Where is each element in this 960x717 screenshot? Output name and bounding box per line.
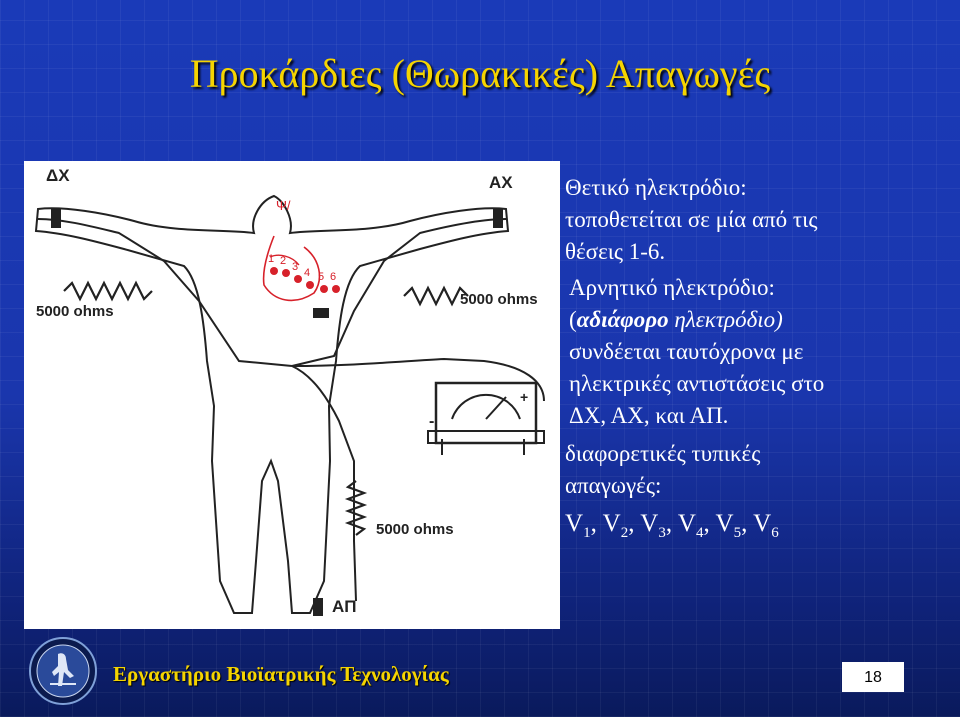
page-number: 18 — [842, 662, 904, 692]
meter-minus-label: - — [429, 413, 435, 430]
lead-number-3: 3 — [292, 261, 299, 273]
text-line-8: ΔΧ, ΑΧ, και ΑΠ. — [569, 403, 729, 428]
lead-v4: $V_4$ — [677, 510, 704, 541]
text-line-5-bold: αδιάφορο — [576, 307, 669, 332]
university-seal-logo — [28, 636, 98, 706]
text-line-5-italic: ηλεκτρόδιο) — [668, 307, 783, 332]
lead-v6: $V_6$ — [753, 510, 779, 541]
lead-number-6: 6 — [330, 271, 337, 283]
text-line-5 — [565, 304, 945, 336]
label-resistor-leg: 5000 ohms — [376, 521, 454, 538]
label-left-leg: ΑΠ — [332, 597, 357, 616]
text-line-3: θέσεις 1-6. — [565, 239, 666, 264]
lead-number-1: 1 — [268, 253, 275, 265]
resistor-left — [64, 283, 152, 299]
text-line-7: ηλεκτρικές αντιστάσεις στο — [569, 371, 825, 396]
body-diagram — [24, 161, 560, 629]
lead-v2: $V_2$ — [602, 510, 629, 541]
label-right-arm: ΔΧ — [46, 166, 70, 185]
slide-body-text — [565, 172, 945, 549]
lead-v3: $V_3$ — [640, 510, 666, 541]
lead-v1: $V_1$ — [565, 510, 591, 541]
leads-list: $V_1$, $V_2$, $V_3$, $V_4$, $V_5$, $V_6$ — [565, 510, 779, 541]
label-resistor-left: 5000 ohms — [36, 303, 114, 320]
text-line-9: διαφορετικές τυπικές — [565, 441, 761, 466]
text-line-2: τοποθετείται σε μία από τις — [565, 207, 818, 232]
resistor-right — [404, 288, 468, 304]
text-line-10: απαγωγές: — [565, 473, 662, 498]
lead-number-4: 4 — [304, 267, 311, 279]
label-left-arm: ΑΧ — [489, 173, 513, 192]
lead-number-2: 2 — [280, 255, 287, 267]
slide-title: Προκάρδιες (Θωρακικές) Απαγωγές — [189, 51, 771, 96]
label-resistor-right: 5000 ohms — [460, 291, 538, 308]
text-line-1: Θετικό ηλεκτρόδιο: — [565, 175, 747, 200]
footer-lab-name: Εργαστήριο Βιοϊατρικής Τεχνολογίας — [113, 662, 449, 686]
meter-dial — [452, 395, 520, 419]
lead-number-5: 5 — [318, 271, 325, 283]
text-line-4: Αρνητικό ηλεκτρόδιο: — [569, 275, 775, 300]
lead-v5: $V_5$ — [715, 510, 742, 541]
ecg-leads-figure — [24, 161, 560, 629]
text-line-6: συνδέεται ταυτόχρονα με — [569, 339, 804, 364]
resistor-leg — [348, 481, 364, 535]
label-chest-mark: Ψ/ — [276, 198, 291, 213]
meter-plus-label: + — [520, 389, 529, 405]
text-line-5-open: ( — [569, 307, 577, 332]
